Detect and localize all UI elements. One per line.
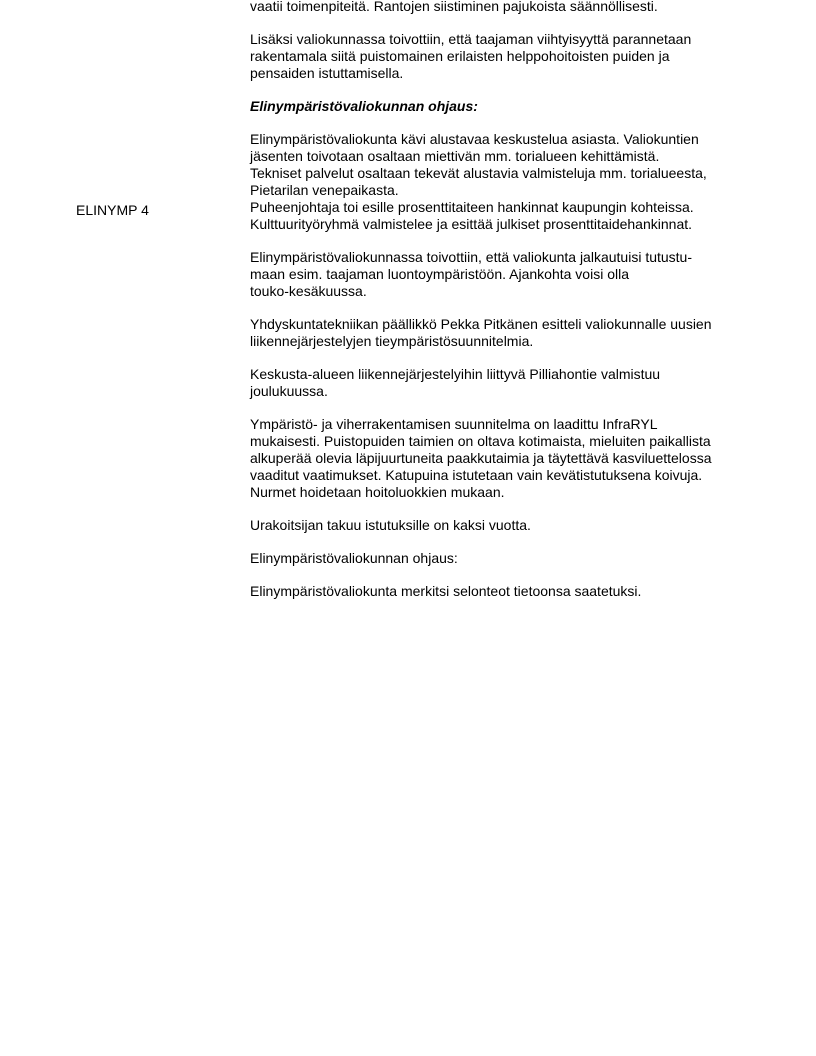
- text-line: Elinympäristövaliokunta kävi alustavaa keskustelua asiasta. Valiokuntien: [250, 131, 699, 147]
- text-line: Puheenjohtaja toi esille prosenttitaiteen hankinnat kaupungin kohteissa.: [250, 199, 694, 215]
- paragraph: [250, 0, 742, 15]
- paragraph: [250, 366, 742, 400]
- document-body: [250, 0, 742, 616]
- text-line: Elinympäristövaliokunta merkitsi selonteot tietoonsa saatetuksi.: [250, 583, 642, 599]
- text-line: maan esim. taajaman luontoympäristöön. Ajankohta voisi olla: [250, 266, 629, 282]
- text-line: Ympäristö- ja viherrakentamisen suunnitelma on laadittu InfraRYL: [250, 416, 658, 432]
- text-line: Elinympäristövaliokunnan ohjaus:: [250, 550, 458, 566]
- text-line: rakentamala siitä puistomainen erilaisten helppohoitoisten puiden ja: [250, 48, 670, 64]
- text-line: Lisäksi valiokunnassa toivottiin, että taajaman viihtyisyyttä parannetaan: [250, 31, 692, 47]
- paragraph: [250, 316, 742, 350]
- paragraph: [250, 416, 742, 501]
- text-line: alkuperää olevia läpijuurtuneita paakkutaimia ja täytettävä kasviluettelossa: [250, 450, 712, 466]
- text-line: jäsenten toivotaan osaltaan miettivän mm. torialueen kehittämistä.: [250, 148, 660, 164]
- text-line: Elinympäristövaliokunnan ohjaus:: [250, 98, 478, 114]
- text-line: Nurmet hoidetaan hoitoluokkien mukaan.: [250, 484, 505, 500]
- section-heading: [250, 98, 742, 115]
- text-line: Urakoitsijan takuu istutuksille on kaksi vuotta.: [250, 517, 531, 533]
- section-code-label: ELINYMP 4: [76, 202, 149, 218]
- paragraph: [250, 31, 742, 82]
- text-line: pensaiden istuttamisella.: [250, 65, 404, 81]
- text-line: liikennejärjestelyjen tieympäristösuunnitelmia.: [250, 333, 534, 349]
- paragraph: [250, 583, 742, 600]
- paragraph: [250, 249, 742, 300]
- text-line: vaatii toimenpiteitä. Rantojen siistiminen pajukoista säännöllisesti.: [250, 0, 658, 14]
- text-line: mukaisesti. Puistopuiden taimien on oltava kotimaista, mieluiten paikallista: [250, 433, 711, 449]
- text-line: touko-kesäkuussa.: [250, 283, 367, 299]
- text-line: Tekniset palvelut osaltaan tekevät alustavia valmisteluja mm. torialueesta,: [250, 165, 707, 181]
- paragraph: [250, 131, 742, 233]
- text-line: Kulttuurityöryhmä valmistelee ja esittää julkiset prosenttitaidehankinnat.: [250, 216, 693, 232]
- text-line: vaaditut vaatimukset. Katupuina istutetaan vain kevätistutuksena koivuja.: [250, 467, 703, 483]
- text-line: Yhdyskuntatekniikan päällikkö Pekka Pitkänen esitteli valiokunnalle uusien: [250, 316, 712, 332]
- paragraph: [250, 550, 742, 567]
- text-line: Pietarilan venepaikasta.: [250, 182, 399, 198]
- text-line: Elinympäristövaliokunnassa toivottiin, että valiokunta jalkautuisi tutustu-: [250, 249, 693, 265]
- paragraph: [250, 517, 742, 534]
- text-line: Keskusta-alueen liikennejärjestelyihin liittyvä Pilliahontie valmistuu: [250, 366, 661, 382]
- text-line: joulukuussa.: [250, 383, 328, 399]
